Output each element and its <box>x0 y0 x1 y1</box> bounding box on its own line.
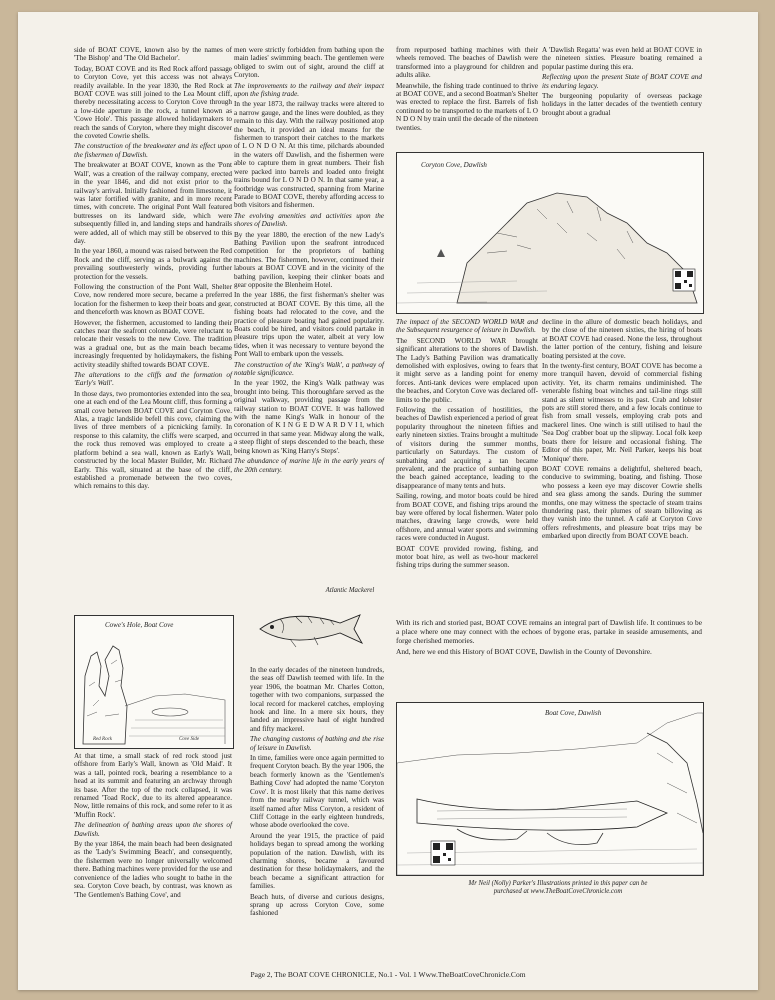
paragraph-col3-1: Meanwhile, the fishing trade continued to thrive at BOAT COVE, and a second Boatman's Shelter was erected to replace the first. Barrels of fish continued to be transported to the markets of L O N D O N by train until the decade of the nineteen twenties. <box>396 81 538 132</box>
paragraph-col1-4: In the year 1860, a mound was raised between the Red Rock and the cliff, serving as a bulwark against the prevailing southwesterly winds, providing further protection for the vessels. <box>74 247 232 281</box>
coryton-cove-sketch <box>397 153 703 313</box>
cove-side-label: Cove Side <box>179 737 200 742</box>
column-3-lower <box>396 318 538 572</box>
coryton-cove-caption: Coryton Cove, Dawlish <box>421 161 487 169</box>
paragraph-col1-3: The breakwater at BOAT COVE, known as the 'Pont Wall', was a creation of the railway company, erected in the year 1846, and did not exist prior to the railway's arrival. Initially fashioned from limestone, it was later fortified with granite, and in more recent times, with concrete. The original Pont Wall featured buttresses on its landward side, which were subsequently filled in, and landing steps and handrails were added, all of which may still be observed to this day. <box>74 161 232 245</box>
paragraph-col2-7: In the year 1902, the King's Walk pathway was brought into being. This thoroughfare served as the original walkway, providing passage from the railway station to BOAT COVE. It was hallowed with the name King's Walk in honour of the coronation of K I N G E D W A R D V I I, which occurred in that same year. Midway along the walk, a steep flight of steps descended to the beach, these being known as 'King Harry's Steps'. <box>234 379 384 455</box>
paragraph-col1b-2: By the year 1864, the main beach had been designated as the 'Lady's Swimming Beach', and consequently, the fishermen were no longer universally welcomed there. Bathing machines were provided for the use and convenience of the ladies who sought to bathe in the sea. Coryton Cove beach, by contrast, was known as 'The Gentlemen's Bathing Cove', and <box>74 840 232 899</box>
subheading-col3b-0: The impact of the SECOND WORLD WAR and the Subsequent resurgence of leisure in Dawlish. <box>396 318 538 335</box>
column-1-lower <box>74 752 232 901</box>
subheading-col2b-1: The changing customs of bathing and the rise of leisure in Dawlish. <box>250 735 384 752</box>
paragraph-col4-0: A 'Dawlish Regatta' was even held at BOAT COVE in the nineteen sixties. Pleasure boating remained a popular pastime during this era. <box>542 46 702 71</box>
paragraph-col2b-0: In the early decades of the nineteen hundreds, the seas off Dawlish teemed with life. In the year 1906, the boatman Mr. Charles Cotton, together with two companions, surpassed the local record for mackerel catches, employing hook and line. In a mere six hours, they landed an impressive haul of eight hundred and fifty mackerel. <box>250 666 384 733</box>
paragraph-col1-1: Today, BOAT COVE and its Red Rock afford passage to Coryton Cove, yet this access was not always readily available. In the year 1830, the Red Rock at BOAT COVE was still joined to the Lea Mount cliff, thereby necessitating access to Coryton Cove through a low-tide aperture in the rock, a tunnel known as 'Cowe Hole'. This passage allowed holidaymakers to reach the sands of Coryton, where they might discover the coveted Cowrie shells. <box>74 64 232 141</box>
boat-cove-illustration <box>396 702 704 876</box>
paragraph-col1-6: However, the fishermen, accustomed to landing their catches near the seafront colonnade, were reluctant to relocate their vessels to the new Cove. The tradition was a gradual one, but as the main beach became increasingly frequented by holidaymakers, the fishing activity steadily shifted towards BOAT COVE. <box>74 318 232 369</box>
mackerel-illustration <box>250 587 380 662</box>
column-3 <box>396 46 538 134</box>
mackerel-sketch <box>250 587 380 662</box>
column-2 <box>234 46 384 476</box>
paragraph-col3b-3: Sailing, rowing, and motor boats could be hired from BOAT COVE, and fishing trips around the bay were offered by local fishermen. Water polo matches, drawing large crowds, were held offshore, and annual water sports and swimming races were conducted in August. <box>396 492 538 543</box>
paragraph-col4-2: The burgeoning popularity of overseas package holidays in the latter decades of the twentieth century brought about a gradual <box>542 92 702 117</box>
paragraph-col4b-1: In the twenty-first century, BOAT COVE has become a more tranquil haven, devoid of commercial fishing activity. Yet, its charm remains undiminished. The venerable fishing boat winches and tail-line rings still stand as silent witnesses to its past. Crab and lobster pots are still stored there, and a few locals continue to fish from small vessels, employing crab pots and mackerel lines. One winch is still utilised to haul the 'Sea Dog' crabber boat up the slipway. Local folk keep boats there for leisure and occasional fishing. The Editor of this paper, Mr. Neil Parker, keeps his boat 'Monique' there. <box>542 362 702 463</box>
boat-cove-sketch <box>397 703 703 875</box>
column-2-lower <box>250 666 384 920</box>
column-1 <box>74 46 232 493</box>
paragraph-col3-0: from repurposed bathing machines with their wheels removed. The beaches of Dawlish were transformed into a playground for children and adults alike. <box>396 46 538 80</box>
paragraph-col4b-0: decline in the allure of domestic beach holidays, and by the close of the nineteen sixties, the hiring of boats at BOAT COVE had ceased. None the less, throughout the latter portion of the century, fishing and leisure boating persisted at the cove. <box>542 318 702 360</box>
closing-paragraphs <box>396 618 702 658</box>
paragraph-col2-4: By the year 1880, the erection of the new Lady's Bathing Pavilion upon the seafront introduced competition for the proprietors of bathing machines. The fishermen, however, continued their labours at BOAT COVE and in the vicinity of the bathing pavilion, keeping their clinker boats and gear opposite the Blenheim Hotel. <box>234 230 384 289</box>
paragraph-col1-5: Following the construction of the Pont Wall, Shelter Cove, now rendered more secure, became a preferred location for the fishermen to keep their boats and gear, and thenceforth was known as BOAT COVE. <box>74 282 232 317</box>
newspaper-page <box>18 12 758 990</box>
subheading-col4-1: Reflecting upon the present State of BOAT COVE and its enduring legacy. <box>542 73 702 90</box>
paragraph-col2-5: In the year 1886, the first fisherman's shelter was constructed at BOAT COVE. By this time, all the fishing boats had relocated to the cove, and the practice of pleasure boating had gained popularity. Boats could be hired, and visitors could partake in pleasure trips upon the water, albeit at very low tides, when it was necessary to venture beyond the Pont Wall to embark upon the vessels. <box>234 291 384 359</box>
coryton-cove-illustration <box>396 152 704 314</box>
paragraph-col4b-2: BOAT COVE remains a delightful, sheltered beach, conducive to swimming, boating, and fishing. Those who possess a keen eye may discover Cowrie shells and sea glass among the sands. During the summer months, one may witness the spectacle of steam trains thundering past, their plumes of steam billowing as they vanish into the tunnel. A café at Coryton Cove offers refreshments, and pleasure boat trips may be embarked upon directly from BOAT COVE beach. <box>542 464 702 541</box>
paragraph-col2-0: men were strictly forbidden from bathing upon the main ladies' swimming beach. The gentlemen were obliged to swim out of sight, around the cliff at Coryton. <box>234 46 384 80</box>
subheading-col2-6: The construction of the 'King's Walk', a pathway of notable significance. <box>234 360 384 378</box>
paragraph-col3b-4: BOAT COVE provided rowing, fishing, and motor boat hire, as well as two-hour mackerel fishing trips during the summer season. <box>396 544 538 570</box>
paragraph-col2b-4: Beach huts, of diverse and curious designs, sprang up across Coryton Cove, some fashioned <box>250 892 384 918</box>
paragraph-col3b-1: The SECOND WORLD WAR brought significant alterations to the shores of Dawlish. The Lady's Bathing Pavilion was dramatically demolished with explosives, owing to fears that it might serve as a landing point for enemy forces. Anti-tank devices were emplaced upon the beaches, and Coryton Cove was declared off-limits to the public. <box>396 336 538 404</box>
red-rock-label: Red Rock <box>93 737 113 742</box>
cowes-hole-sketch <box>75 616 233 748</box>
paragraph-col2-2: In the year 1873, the railway tracks were altered to a narrow gauge, and the lines were doubled, as they remain to this day. With the railway positioned atop the beach, it provided an ideal means for the fishermen to transport their catches to the markets of L O N D O N. At this time, pilchards abounded in the waters off Dawlish, and the fishermen were able to capture them in great numbers. Their fish were packed into barrels and loaded onto freight trains bound for L O N D O N. In that same year, a footbridge was constructed, spanning from Marine Parade to BOAT COVE, thereby affording access to both visitors and fishermen. <box>234 100 384 210</box>
paragraph-wide-0: With its rich and storied past, BOAT COVE remains an integral part of Dawlish life. It continues to be a place where one may connect with the echoes of bygone eras, partake in seaside amusements, and forge cherished memories. <box>396 618 702 645</box>
paragraph-col2b-3: Around the year 1915, the practice of paid holidays began to spread among the working population of the nation. Dawlish, with its charming shores, became a favoured destination for these holidaymakers, and the beach became a significant attraction for families. <box>250 831 384 891</box>
subheading-col1-7: The alterations to the cliffs and the formation of 'Early's Wall'. <box>74 371 232 388</box>
mackerel-caption: Atlantic Mackerel <box>325 587 375 594</box>
paragraph-col1-8: In those days, two promontories extended into the sea, one at each end of the Lea Mount cliff, thus forming a small cove between BOAT COVE and Coryton Cove. Alas, a tragic landslide befell this cove, claiming the lives of three members of a picnicking family. In response to this calamity, the cliffs were scarped, and the rock thus removed was employed to create a platform behind a sea wall, known as Early's Wall, constructed by the local Master Builder, Mr. Richard Early. This wall, situated at the base of the cliff, established a promenade between the two coves, which remains to this day. <box>74 389 232 491</box>
subheading-col2-8: The abundance of marine life in the early years of the 20th century. <box>234 457 384 474</box>
cowes-hole-caption: Cowe's Hole, Boat Cove <box>105 621 174 629</box>
cowes-hole-illustration <box>74 615 234 749</box>
paragraph-wide-1: And, here we end this History of BOAT COVE, Dawlish in the County of Devonshire. <box>396 647 652 656</box>
subheading-col2-3: The evolving amenities and activities upon the shores of Dawlish. <box>234 211 384 229</box>
illustrations-note: Mr Neil (Nolly) Parker's Illustrations printed in this paper can be purchased at www.TheBoatCoveChronicle.com <box>468 880 648 895</box>
subheading-col1-2: The construction of the breakwater and its effect upon the fishermen of Dawlish. <box>74 142 232 159</box>
boat-cove-caption: Boat Cove, Dawlish <box>545 709 602 717</box>
column-4-lower <box>542 318 702 543</box>
column-4 <box>542 46 702 119</box>
page-footer: Page 2, The BOAT COVE CHRONICLE, No.1 - Vol. 1 Www.TheBoatCoveChronicle.Com <box>250 970 526 979</box>
paragraph-col1b-0: At that time, a small stack of red rock stood just offshore from Early's Wall, known as 'Old Maid'. It was a tall, pointed rock, bearing a resemblance to a head at its summit and featuring an archway through its base. After the top of the rock collapsed, it was renamed 'Toad Rock', due to its altered appearance. Now, little remains of this rock, and some refer to it as 'Muffin Rock'. <box>74 752 232 819</box>
paragraph-col1-0: side of BOAT COVE, known also by the names of 'The Bishop' and 'The Old Bachelor'. <box>74 46 232 63</box>
paragraph-col3b-2: Following the cessation of hostilities, the beaches of Dawlish experienced a period of great popularity throughout the nineteen fifties and early nineteen sixties. Trains brought a multitude of visitors during the summer months, particularly on Saturdays. The custom of sunbathing and acquiring a tan became prevalent, and the practice of sunbathing upon the beach gained acceptance, leading to the disappearance of many tents and huts. <box>396 406 538 490</box>
subheading-col1b-1: The delineation of bathing areas upon the shores of Dawlish. <box>74 821 232 838</box>
paragraph-col2b-2: In time, families were once again permitted to frequent Coryton beach. By the year 1906, the beach formerly known as the 'Gentlemen's Bathing Cove' had adopted the name 'Coryton Cove'. It is most likely that this name derives from the nearby railway tunnel, which was itself named after Miss Coryton, a resident of Cliff Cottage in the early eighteen hundreds, whose abode overlooked the cove. <box>250 754 384 830</box>
subheading-col2-1: The improvements to the railway and their impact upon the fishing trade. <box>234 81 384 99</box>
